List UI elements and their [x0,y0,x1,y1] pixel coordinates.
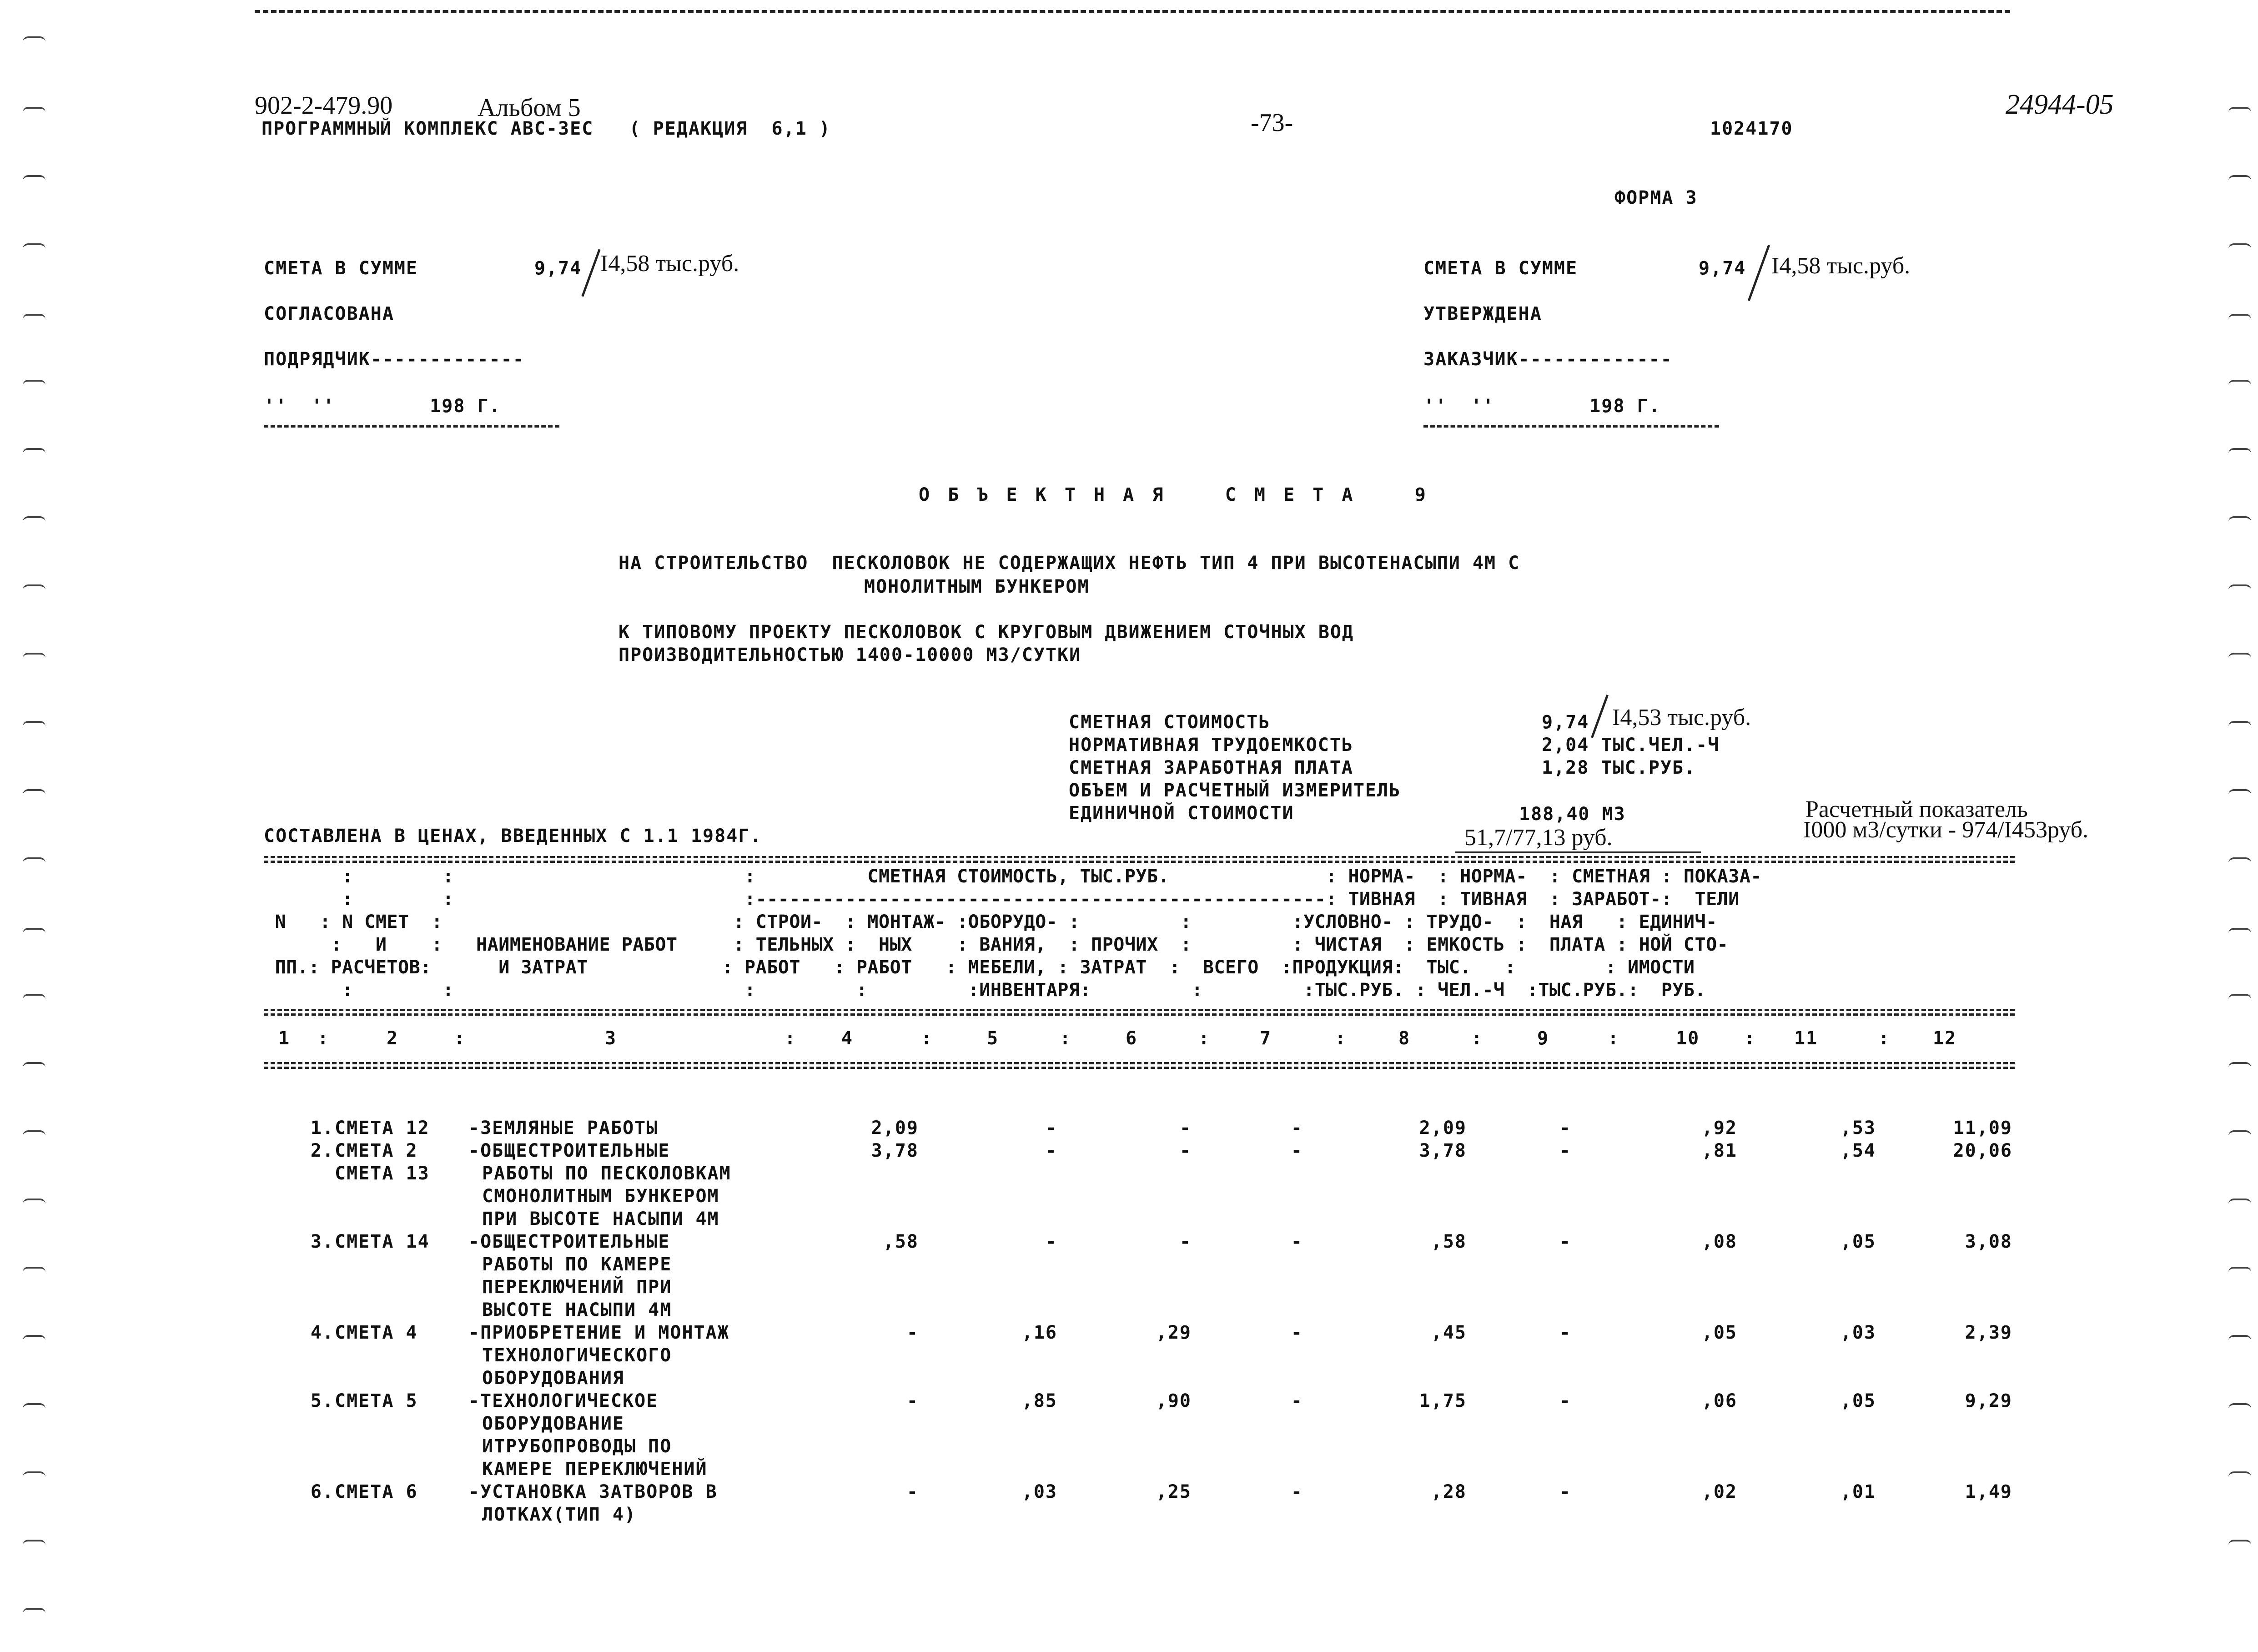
title-line-1: НА СТРОИТЕЛЬСТВО ПЕСКОЛОВОК НЕ СОДЕРЖАЩИХ НЕФТЬ ТИП 4 ПРИ ВЫСОТЕНАСЫПИ 4М С [619,553,1520,574]
cost-label: СМЕТНАЯ СТОИМОСТЬ [1069,712,1271,733]
header-rule [264,1013,2015,1016]
col-num: 10 [1676,1028,1700,1049]
col-sep: : [921,1028,933,1049]
cell-estimate-ref: СМЕТА 14 [335,1231,430,1252]
sum-label-right: СМЕТА В СУММЕ [1423,258,1578,279]
cell-row-number: 1. [310,1118,334,1138]
cell-installation: - [1045,1231,1057,1252]
contractor-line: ПОДРЯДЧИК------------- [264,349,525,370]
record-code: 1024170 [1710,118,1793,139]
cell-wages: ,53 [1840,1118,1876,1138]
cell-unit-cost: 2,39 [1965,1322,2012,1343]
cell-construction: - [906,1481,919,1502]
cell-other: - [1291,1118,1303,1138]
date-line-left: '' '' 198 Г. [264,396,501,417]
cell-work-name: КАМЕРЕ ПЕРЕКЛЮЧЕНИЙ [482,1459,708,1480]
cell-other: - [1291,1390,1303,1411]
cell-other: - [1291,1140,1303,1161]
cell-equipment: - [1179,1118,1192,1138]
column-number-rule [264,1062,2015,1064]
cell-net-output: - [1559,1322,1571,1343]
cell-installation: ,16 [1021,1322,1057,1343]
cell-estimate-ref: СМЕТА 5 [335,1390,418,1411]
cell-work-name: ПЕРЕКЛЮЧЕНИЙ ПРИ [482,1277,672,1298]
cell-wages: ,05 [1840,1390,1876,1411]
cell-row-number: 6. [310,1481,334,1502]
cell-wages: ,54 [1840,1140,1876,1161]
cell-labor: ,05 [1701,1322,1737,1343]
cell-work-name: РАБОТЫ ПО КАМЕРЕ [482,1254,672,1275]
cell-estimate-ref: СМЕТА 4 [335,1322,418,1343]
col-num: 12 [1933,1028,1957,1049]
title-line-2: МОНОЛИТНЫМ БУНКЕРОМ [864,576,1090,597]
col-num: 6 [1126,1028,1138,1049]
cell-row-number: 2. [310,1140,334,1161]
cell-net-output: - [1559,1390,1571,1411]
cell-row-number: 5. [310,1390,334,1411]
table-top-rule [264,856,2015,858]
cell-other: - [1291,1481,1303,1502]
cell-wages: ,05 [1840,1231,1876,1252]
col-num: 4 [841,1028,854,1049]
cell-net-output: - [1559,1140,1571,1161]
header-line: : : :---------------------------------------------------: ТИВНАЯ : ТИВНАЯ : ЗАРАБОТ-: ТЕЛИ [264,889,1740,910]
cell-equipment: - [1179,1140,1192,1161]
cell-construction: ,58 [883,1231,919,1252]
header-line: ПП.: РАСЧЕТОВ: И ЗАТРАТ : РАБОТ : РАБОТ : МЕБЕЛИ, : ЗАТРАТ : ВСЕГО :ПРОДУКЦИЯ: ТЫС. : : ИМОСТИ [264,957,1695,978]
cell-wages: ,03 [1840,1322,1876,1343]
cell-estimate-ref: СМЕТА 6 [335,1481,418,1502]
cell-work-name: ЛОТКАХ(ТИП 4) [482,1504,637,1525]
col-num: 1 [278,1028,291,1049]
col-sep: : [1060,1028,1072,1049]
cell-labor: ,92 [1701,1118,1737,1138]
cell-work-name: -УСТАНОВКА ЗАТВОРОВ В [468,1481,718,1502]
header-line: : : : : :ИНВЕНТАРЯ: : :ТЫС.РУБ. : ЧЕЛ.-Ч :ТЫС.РУБ.: РУБ. [264,980,1706,1001]
sum-hand-left: I4,58 тыс.руб. [600,251,739,277]
col-sep: : [317,1028,330,1049]
cell-row-number: 4. [310,1322,334,1343]
cell-unit-cost: 20,06 [1953,1140,2012,1161]
cost-hand: I4,53 тыс.руб. [1612,705,1751,730]
header-line: : И : НАИМЕНОВАНИЕ РАБОТ : ТЕЛЬНЫХ : НЫХ : ВАНИЯ, : ПРОЧИХ : : ЧИСТАЯ : ЕМКОСТЬ : ПЛАТА : НОЙ СТО- [264,934,1729,955]
col-num: 9 [1537,1028,1549,1049]
cell-estimate-ref: СМЕТА 12 [335,1118,430,1138]
cell-installation: ,85 [1021,1390,1057,1411]
wage-label: СМЕТНАЯ ЗАРАБОТНАЯ ПЛАТА [1069,757,1353,778]
cell-total: 2,09 [1419,1118,1467,1138]
signature-line-left [264,425,559,428]
cell-equipment: ,90 [1156,1390,1192,1411]
cell-estimate-ref: СМЕТА 13 [335,1163,430,1184]
slash-mark [581,249,600,297]
calc-hand-1: Расчетный показатель [1805,796,2028,822]
title-line-4: ПРОИЗВОДИТЕЛЬНОСТЬЮ 1400-10000 М3/СУТКИ [619,645,1081,665]
approved-label: УТВЕРЖДЕНА [1423,303,1542,324]
cell-work-name: -ЗЕМЛЯНЫЕ РАБОТЫ [468,1118,659,1138]
cell-equipment: ,29 [1156,1322,1192,1343]
cell-work-name: -ТЕХНОЛОГИЧЕСКОЕ [468,1390,659,1411]
cell-net-output: - [1559,1481,1571,1502]
agreed-label: СОГЛАСОВАНА [264,303,394,324]
cell-construction: 3,78 [871,1140,919,1161]
customer-line: ЗАКАЗЧИК------------- [1423,349,1673,370]
column-number-rule [264,1067,2015,1069]
album-label: Альбом 5 [478,94,581,122]
cell-work-name: ТЕХНОЛОГИЧЕСКОГО [482,1345,672,1366]
slash-mark [1748,245,1770,301]
cell-other: - [1291,1322,1303,1343]
cell-total: 1,75 [1419,1390,1467,1411]
volume-label-1: ОБЪЕМ И РАСЧЕТНЫЙ ИЗМЕРИТЕЛЬ [1069,780,1401,801]
cell-work-name: ВЫСОТЕ НАСЫПИ 4М [482,1299,672,1320]
volume-label-2: ЕДИНИЧНОЙ СТОИМОСТИ [1069,803,1294,824]
cell-work-name: -ОБЩЕСТРОИТЕЛЬНЫЕ [468,1231,670,1252]
header-line: N : N СМЕТ : : СТРОИ- : МОНТАЖ- :ОБОРУДО- : : :УСЛОВНО- : ТРУДО- : НАЯ : ЕДИНИЧ- [264,912,1717,932]
sum-label-left: СМЕТА В СУММЕ [264,258,418,279]
cell-construction: - [906,1322,919,1343]
col-num: 11 [1794,1028,1818,1049]
cell-work-name: ИТРУБОПРОВОДЫ ПО [482,1436,672,1457]
header-line: : : : СМЕТНАЯ СТОИМОСТЬ, ТЫС.РУБ. : НОРМА- : НОРМА- : СМЕТНАЯ : ПОКАЗА- [264,866,1762,887]
cell-work-name: ОБОРУДОВАНИЯ [482,1368,624,1389]
cell-work-name: СМОНОЛИТНЫМ БУНКЕРОМ [482,1186,719,1207]
program-line: ПРОГРАММНЫЙ КОМПЛЕКС АВС-3ЕС ( РЕДАКЦИЯ 6,1 ) [262,118,831,139]
sum-value-right: 9,74 [1699,258,1746,279]
cell-net-output: - [1559,1118,1571,1138]
cell-total: ,28 [1431,1481,1467,1502]
title-line-3: К ТИПОВОМУ ПРОЕКТУ ПЕСКОЛОВОК С КРУГОВЫМ ДВИЖЕНИЕМ СТОЧНЫХ ВОД [619,622,1354,643]
cell-construction: - [906,1390,919,1411]
document-heading: О Б Ъ Е К Т Н А Я С М Е Т А 9 [919,484,1429,505]
top-perforation-line [255,10,2010,13]
date-line-right: '' '' 198 Г. [1423,396,1661,417]
cell-work-name: ОБОРУДОВАНИЕ [482,1413,624,1434]
col-num: 5 [987,1028,999,1049]
col-sep: : [1878,1028,1891,1049]
cell-unit-cost: 3,08 [1965,1231,2012,1252]
cell-unit-cost: 1,49 [1965,1481,2012,1502]
signature-line-right [1423,425,1719,428]
col-sep: : [1198,1028,1211,1049]
doc-code: 902-2-479.90 [255,91,393,120]
volume-hand: 51,7/77,13 руб. [1464,825,1613,851]
cell-labor: ,81 [1701,1140,1737,1161]
col-sep: : [785,1028,797,1049]
cell-equipment: - [1179,1231,1192,1252]
cost-value: 9,74 [1542,712,1589,733]
cell-construction: 2,09 [871,1118,919,1138]
sum-hand-right: I4,58 тыс.руб. [1771,253,1911,279]
col-sep: : [1608,1028,1620,1049]
cell-installation: - [1045,1140,1057,1161]
cell-labor: ,06 [1701,1390,1737,1411]
cell-labor: ,02 [1701,1481,1737,1502]
cell-total: 3,78 [1419,1140,1467,1161]
stamp-number: 24944-05 [2006,89,2114,120]
labor-label: НОРМАТИВНАЯ ТРУДОЕМКОСТЬ [1069,735,1353,755]
col-num: 7 [1260,1028,1272,1049]
form-label: ФОРМА 3 [1614,187,1698,208]
header-rule [264,1009,2015,1011]
cell-estimate-ref: СМЕТА 2 [335,1140,418,1161]
table-top-rule [264,861,2015,863]
col-sep: : [454,1028,466,1049]
cell-installation: ,03 [1021,1481,1057,1502]
cell-unit-cost: 9,29 [1965,1390,2012,1411]
labor-value: 2,04 ТЫС.ЧЕЛ.-Ч [1542,735,1720,755]
col-num: 8 [1398,1028,1411,1049]
page-number: -73- [1251,109,1293,137]
wage-value: 1,28 ТЫС.РУБ. [1542,757,1696,778]
cell-row-number: 3. [310,1231,334,1252]
slash-mark [1591,695,1609,738]
cell-other: - [1291,1231,1303,1252]
col-num: 2 [387,1028,399,1049]
cell-work-name: РАБОТЫ ПО ПЕСКОЛОВКАМ [482,1163,731,1184]
volume-value: 188,40 М3 [1519,804,1626,825]
cell-work-name: ПРИ ВЫСОТЕ НАСЫПИ 4М [482,1209,719,1229]
col-sep: : [1335,1028,1347,1049]
cell-installation: - [1045,1118,1057,1138]
col-sep: : [1744,1028,1756,1049]
cell-equipment: ,25 [1156,1481,1192,1502]
cell-work-name: -ОБЩЕСТРОИТЕЛЬНЫЕ [468,1140,670,1161]
calc-hand-2: I000 м3/сутки - 974/I453руб. [1803,817,2089,843]
volume-underline [1455,851,1701,853]
cell-unit-cost: 11,09 [1953,1118,2012,1138]
prices-note: СОСТАВЛЕНА В ЦЕНАХ, ВВЕДЕННЫХ С 1.1 1984Г. [264,826,762,846]
col-sep: : [1471,1028,1484,1049]
cell-labor: ,08 [1701,1231,1737,1252]
cell-wages: ,01 [1840,1481,1876,1502]
col-num: 3 [605,1028,617,1049]
cell-net-output: - [1559,1231,1571,1252]
cell-total: ,45 [1431,1322,1467,1343]
cell-total: ,58 [1431,1231,1467,1252]
sum-value-left: 9,74 [534,258,582,279]
cell-work-name: -ПРИОБРЕТЕНИЕ И МОНТАЖ [468,1322,729,1343]
